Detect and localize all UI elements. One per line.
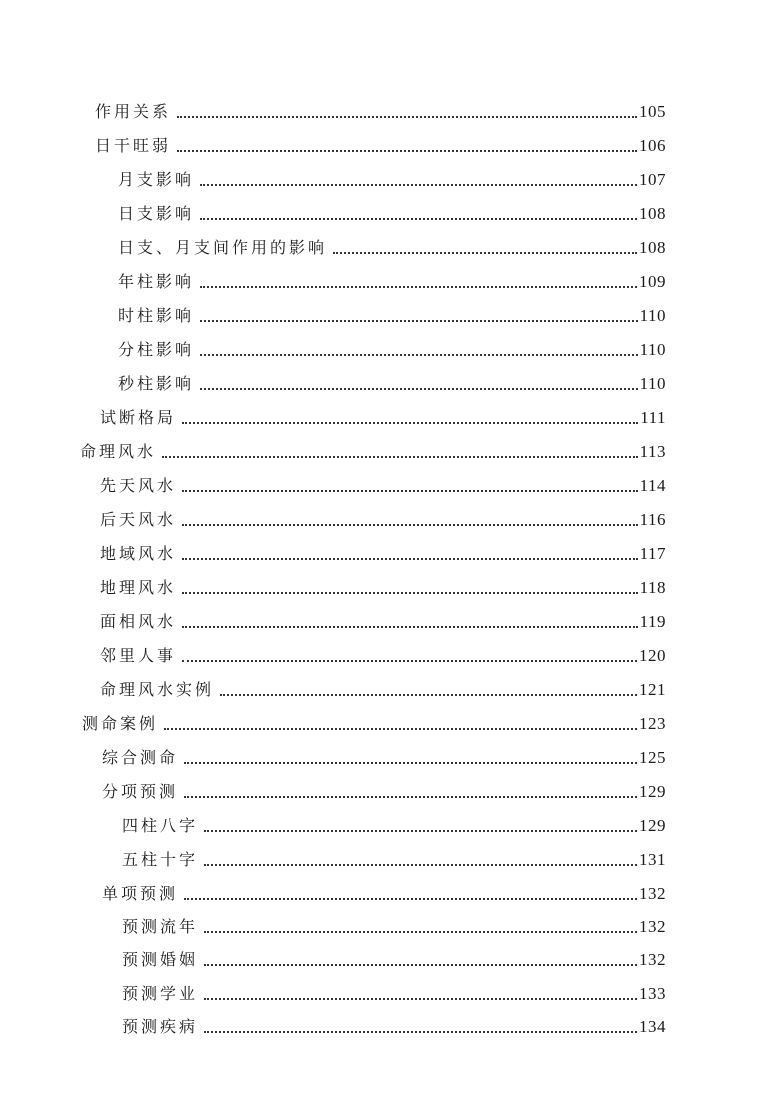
dot-leader [182, 660, 637, 662]
toc-entry [118, 194, 666, 224]
toc-entry-title: 测命案例 [82, 714, 159, 733]
toc-entry [100, 534, 666, 564]
toc-entry [118, 160, 666, 190]
toc-entry-page: 131 [639, 850, 666, 869]
dot-leader [162, 456, 638, 458]
toc-entry-title: 月支影响 [118, 170, 195, 189]
dot-leader [182, 592, 638, 594]
toc-entry-title: 日支、月支间作用的影响 [118, 238, 328, 257]
toc-entry-title: 四柱八字 [122, 816, 199, 835]
toc-entry-page: 132 [639, 884, 666, 903]
toc-entry-title: 后天风水 [100, 510, 177, 529]
toc-entry [100, 500, 666, 530]
toc-entry-title: 五柱十字 [122, 850, 199, 869]
toc-entry-title: 预测流年 [122, 917, 199, 936]
toc-entry-page: 119 [639, 612, 666, 631]
toc-entry-page: 123 [639, 714, 666, 733]
dot-leader [184, 898, 637, 900]
dot-leader [182, 524, 638, 526]
toc-entry-title: 时柱影响 [118, 306, 195, 325]
toc-entry-page: 132 [639, 950, 666, 969]
toc-entry-page: 108 [639, 204, 666, 223]
toc-entry [122, 974, 666, 1004]
dot-leader [200, 354, 638, 356]
toc-entry-title: 分项预测 [102, 782, 179, 801]
dot-leader [182, 626, 638, 628]
dot-leader [204, 931, 637, 933]
dot-leader [204, 864, 637, 866]
toc-entry-page: 114 [639, 476, 666, 495]
toc-entry-title: 先天风水 [100, 476, 177, 495]
dot-leader [333, 252, 637, 254]
dot-leader [200, 286, 637, 288]
toc-entry [100, 602, 666, 632]
toc-entry [102, 874, 666, 904]
dot-leader [204, 830, 637, 832]
dot-leader [182, 490, 638, 492]
toc-entry-title: 年柱影响 [118, 272, 195, 291]
toc-entry [122, 840, 666, 870]
dot-leader [177, 116, 637, 118]
toc-entry-title: 命理风水实例 [100, 680, 215, 699]
toc-entry-page: 120 [639, 646, 666, 665]
toc-entry-page: 132 [639, 917, 666, 936]
toc-entry [122, 1007, 666, 1037]
toc-entry [100, 398, 666, 428]
toc-entry [80, 432, 666, 462]
toc-entry-title: 日支影响 [118, 204, 195, 223]
toc-entry-page: 118 [639, 578, 666, 597]
toc-entry-title: 秒柱影响 [118, 374, 195, 393]
dot-leader [200, 320, 638, 322]
toc-entry [100, 636, 666, 666]
toc-entry [118, 228, 666, 258]
dot-leader [164, 728, 637, 730]
toc-entry [102, 772, 666, 802]
toc-entry [122, 907, 666, 937]
toc-entry-title: 单项预测 [102, 884, 179, 903]
toc-entry-title: 面相风水 [100, 612, 177, 631]
toc-entry [82, 704, 666, 734]
toc-entry-page: 134 [639, 1017, 666, 1036]
toc-entry-title: 试断格局 [100, 408, 177, 427]
dot-leader [177, 150, 637, 152]
toc-entry-page: 107 [639, 170, 666, 189]
toc-entry-page: 105 [639, 102, 666, 121]
toc-entry [100, 670, 666, 700]
toc-entry-title: 地域风水 [100, 544, 177, 563]
toc-entry-page: 110 [639, 374, 666, 393]
toc-entry-title: 分柱影响 [118, 340, 195, 359]
toc-entry [118, 262, 666, 292]
toc-entry-title: 预测疾病 [122, 1017, 199, 1036]
toc-entry-page: 116 [639, 510, 666, 529]
toc-entry-page: 125 [639, 748, 666, 767]
toc-entry [100, 568, 666, 598]
toc-entry-page: 121 [639, 680, 666, 699]
toc-entry-page: 111 [640, 408, 666, 427]
toc-entry-page: 106 [639, 136, 666, 155]
toc-entry-page: 110 [639, 306, 666, 325]
toc-entry-title: 地理风水 [100, 578, 177, 597]
dot-leader [200, 218, 637, 220]
dot-leader [220, 694, 637, 696]
toc-entry-page: 133 [639, 984, 666, 1003]
toc-entry [122, 806, 666, 836]
toc-entry-title: 预测学业 [122, 984, 199, 1003]
dot-leader [204, 964, 637, 966]
dot-leader [200, 388, 638, 390]
toc-entry [118, 330, 666, 360]
toc-entry [100, 466, 666, 496]
toc-entry [122, 940, 666, 970]
toc-entry-title: 综合测命 [102, 748, 179, 767]
dot-leader [204, 1031, 637, 1033]
dot-leader [184, 796, 637, 798]
toc-entry [118, 364, 666, 394]
dot-leader [204, 998, 637, 1000]
toc-entry-page: 129 [639, 816, 666, 835]
dot-leader [182, 558, 638, 560]
toc-entry [102, 738, 666, 768]
toc-entry-title: 作用关系 [95, 102, 172, 121]
toc-entry-page: 108 [639, 238, 666, 257]
dot-leader [200, 184, 637, 186]
toc-entry-title: 邻里人事 [100, 646, 177, 665]
dot-leader [184, 762, 637, 764]
toc-entry-page: 117 [639, 544, 666, 563]
toc-entry [95, 92, 666, 122]
toc-entry [118, 296, 666, 326]
toc-entry-title: 命理风水 [80, 442, 157, 461]
toc-entry-title: 日干旺弱 [95, 136, 172, 155]
toc-entry-title: 预测婚姻 [122, 950, 199, 969]
toc-entry-page: 109 [639, 272, 666, 291]
toc-entry-page: 110 [639, 340, 666, 359]
toc-entry-page: 113 [639, 442, 666, 461]
toc-entry-page: 129 [639, 782, 666, 801]
dot-leader [182, 422, 638, 424]
toc-entry [95, 126, 666, 156]
